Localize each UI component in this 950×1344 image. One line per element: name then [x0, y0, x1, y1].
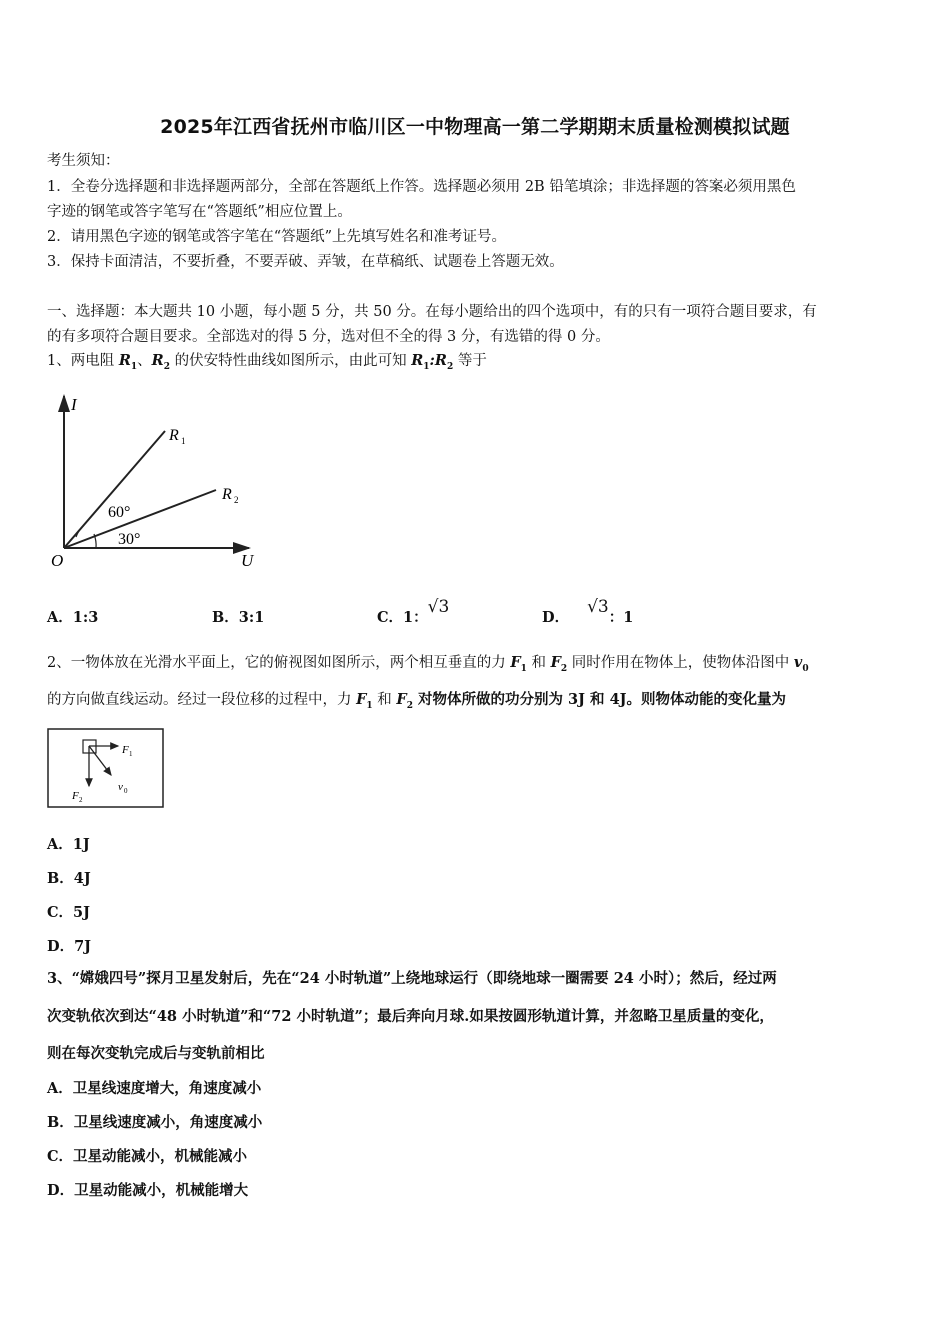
r1-label: R — [169, 427, 179, 444]
q1-option-b[interactable]: B．3:1 — [212, 609, 265, 626]
origin-label: O — [51, 551, 64, 570]
q3-option-a[interactable]: A．卫星线速度增大，角速度减小 — [47, 1080, 262, 1097]
r2-label: R — [222, 486, 232, 503]
notice-item-2: 2．请用黑色字迹的钢笔或答字笔在“答题纸”上先填写姓名和准考证号。 — [47, 229, 507, 245]
section-instructions-line-1: 一、选择题：本大题共 10 小题，每小题 5 分，共 50 分。在每小题给出的四个选项中，有的只有一项符合题目要求，有 — [47, 304, 817, 320]
v0-label: v — [118, 781, 123, 793]
angle-60-arc — [76, 525, 84, 537]
q2-option-a[interactable]: A．1J — [47, 836, 90, 853]
r1-label-sub: 1 — [181, 436, 186, 446]
question-3-stem-line-2: 次变轨依次到达“48 小时轨道”和“72 小时轨道”；最后奔向月球.如果按圆形轨道计算，并忽略卫星质量的变化， — [47, 1008, 774, 1025]
question-1-stem: 1、两电阻 $R_1$、$R_2$ 的伏安特性曲线如图所示，由此可知 $R_1:R_2$ 等于 — [47, 352, 487, 372]
notice-heading: 考生须知： — [47, 153, 120, 169]
angle-60-label: 60° — [108, 504, 131, 521]
q3-option-c[interactable]: C．卫星动能减小，机械能减小 — [47, 1148, 248, 1165]
notice-item-3: 3．保持卡面清洁，不要折叠，不要弄破、弄皱，在草稿纸、试题卷上答题无效。 — [47, 254, 564, 270]
i-axis-label: I — [71, 395, 77, 414]
question-2-stem-line-1: 2、一物体放在光滑水平面上，它的俯视图如图所示，两个相互垂直的力 $F_1$ 和 $F_2$ 同时作用在物体上，使物体沿图中 $v_0$ — [47, 654, 809, 674]
notice-item-1-line-2: 字迹的钢笔或答字笔写在“答题纸”相应位置上。 — [47, 204, 352, 220]
angle-30-label: 30° — [118, 531, 141, 548]
f2-label: F — [72, 790, 79, 802]
f2-label-sub: 2 — [79, 796, 83, 804]
q2-option-b[interactable]: B．4J — [47, 870, 91, 887]
iu-graph-figure — [44, 388, 274, 573]
section-instructions-line-2: 的有多项符合题目要求。全部选对的得 5 分，选对但不全的得 3 分，有选错的得 0 分。 — [47, 329, 610, 345]
v0-arrow — [89, 746, 111, 775]
q3-option-d[interactable]: D．卫星动能减小，机械能增大 — [47, 1182, 249, 1199]
q2-option-d[interactable]: D．7J — [47, 938, 92, 955]
notice-item-1-line-1: 1．全卷分选择题和非选择题两部分，全部在答题纸上作答。选择题必须用 2B 铅笔填涂；非选择题的答案必须用黑色 — [47, 179, 796, 195]
u-axis-label: U — [241, 551, 254, 570]
q2-option-c[interactable]: C．5J — [47, 904, 90, 921]
q3-option-b[interactable]: B．卫星线速度减小，角速度减小 — [47, 1114, 263, 1131]
force-diagram-figure — [47, 728, 165, 810]
f1-label-sub: 1 — [129, 750, 133, 758]
question-3-stem-line-1: 3、“嫦娥四号”探月卫星发射后，先在“24 小时轨道”上绕地球运行（即绕地球一圈需要 24 小时）；然后，经过两 — [47, 970, 777, 987]
f1-label: F — [122, 744, 129, 756]
q1-option-d[interactable]: D．√3：1 — [542, 597, 634, 626]
q1-option-a[interactable]: A．1:3 — [47, 609, 99, 626]
v0-label-sub: 0 — [124, 787, 128, 795]
r2-label-sub: 2 — [234, 495, 239, 505]
page-title: 2025年江西省抚州市临川区一中物理高一第二学期期末质量检测模拟试题 — [160, 116, 790, 138]
question-2-stem-line-2: 的方向做直线运动。经过一段位移的过程中，力 $F_1$ 和 $F_2$ 对物体所做的功分别为 3J 和 4J。则物体动能的变化量为 — [47, 691, 787, 711]
q1-option-c[interactable]: C．1：√3 — [377, 597, 450, 626]
question-3-stem-line-3: 则在每次变轨完成后与变轨前相比 — [47, 1045, 265, 1062]
